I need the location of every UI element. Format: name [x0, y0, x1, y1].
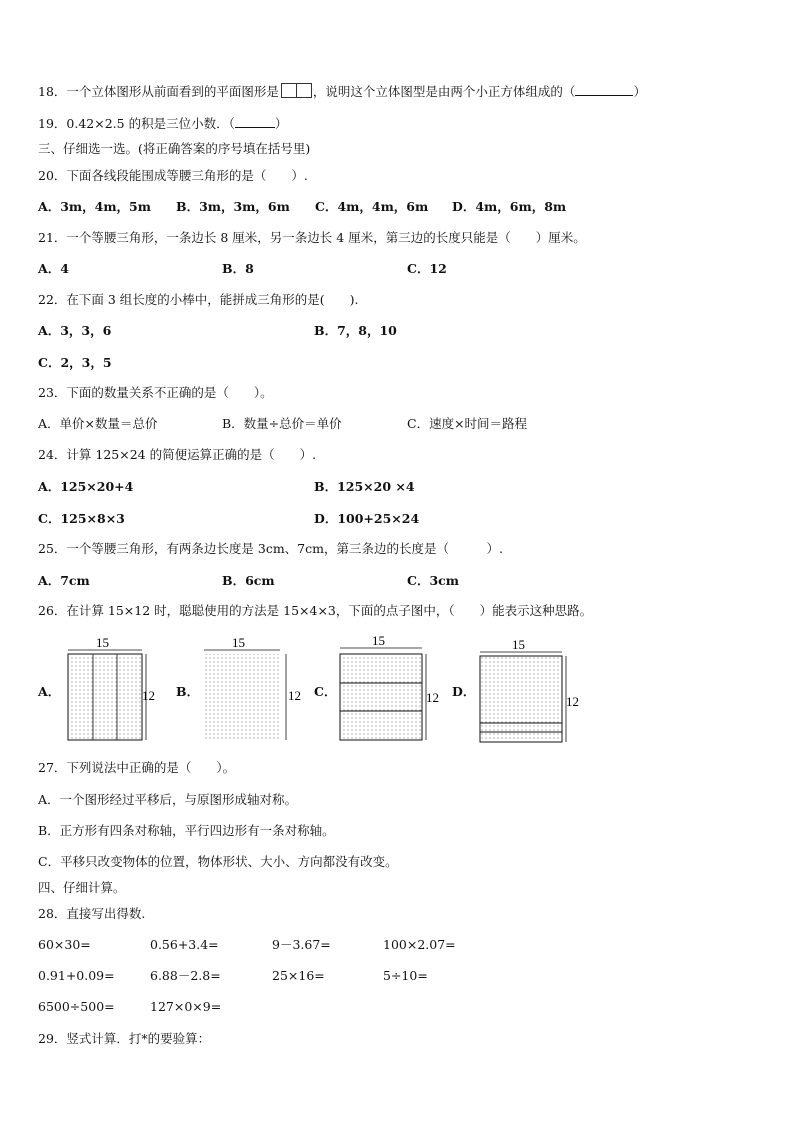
q22-option-b[interactable]: B．7，8，10	[314, 323, 397, 338]
height-label-b: 12	[288, 688, 301, 703]
height-label-c: 12	[426, 690, 439, 705]
calc-item: 0.56+3.4=	[150, 937, 219, 952]
q27-option-b[interactable]: B．正方形有四条对称轴，平行四边形有一条对称轴。	[38, 823, 335, 838]
width-label-a: 15	[96, 636, 109, 650]
question-29-stem: 29．竖式计算．打*的要验算：	[38, 1031, 211, 1046]
question-24-stem: 24．计算 125×24 的简便运算正确的是（ ）.	[38, 447, 317, 462]
question-22-stem: 22．在下面 3 组长度的小棒中，能拼成三角形的是( ).	[38, 292, 359, 307]
q27-option-c[interactable]: C．平移只改变物体的位置，物体形状、大小、方向都没有改变。	[38, 854, 398, 869]
q24-option-a[interactable]: A．125×20+4	[38, 479, 134, 494]
question-21-stem: 21．一个等腰三角形，一条边长 8 厘米，另一条边长 4 厘米，第三边的长度只能是（ ）厘米。	[38, 230, 586, 245]
question-18	[38, 83, 646, 102]
q26-option-c[interactable]: C．	[314, 684, 337, 699]
q22-option-c[interactable]: C．2，3，5	[38, 355, 112, 370]
q21-option-c[interactable]: C．12	[407, 261, 447, 276]
dot-grid-figure-b[interactable]	[200, 636, 310, 746]
dot-grid-figure-d[interactable]	[476, 636, 586, 750]
q20-option-c[interactable]: C．4m，4m，6m	[315, 199, 429, 214]
height-label-d: 12	[566, 694, 579, 709]
section-3-heading: 三、仔细选一选。(将正确答案的序号填在括号里)	[38, 141, 311, 156]
q25-option-a[interactable]: A．7cm	[38, 573, 90, 588]
q20-option-a[interactable]: A．3m，4m，5m	[38, 199, 151, 214]
calc-item: 5÷10=	[383, 968, 428, 983]
q23-option-c[interactable]: C．速度×时间＝路程	[407, 416, 528, 431]
calc-item: 6500÷500=	[38, 999, 115, 1014]
q26-option-d[interactable]: D．	[452, 684, 476, 699]
question-19-end: ）	[274, 116, 288, 131]
question-18-text-2: ，说明这个立体图型是由两个小正方体组成的（	[312, 84, 576, 99]
calc-item: 60×30=	[38, 937, 91, 952]
calc-item: 100×2.07=	[383, 937, 456, 952]
question-19-text: 19．0.42×2.5 的积是三位小数．（	[38, 116, 235, 131]
question-18-end: ）	[633, 84, 646, 99]
question-25-stem: 25．一个等腰三角形，有两条边长度是 3cm、7cm，第三条边的长度是（ ）.	[38, 541, 503, 556]
q26-option-a[interactable]: A．	[38, 684, 61, 699]
q26-option-b[interactable]: B．	[176, 684, 200, 699]
two-squares-figure	[281, 83, 311, 102]
question-27-stem: 27．下列说法中正确的是（ ）。	[38, 760, 236, 775]
q20-option-d[interactable]: D．4m，6m，8m	[452, 199, 567, 214]
q24-option-c[interactable]: C．125×8×3	[38, 511, 125, 526]
calc-item: 6.88－2.8=	[150, 968, 221, 983]
calc-item: 9－3.67=	[272, 937, 331, 952]
q23-option-a[interactable]: A．单价×数量＝总价	[38, 416, 158, 431]
calc-item: 0.91+0.09=	[38, 968, 115, 983]
question-18-text: 18．一个立体图形从前面看到的平面图形是	[38, 84, 279, 99]
question-19	[38, 115, 287, 132]
q25-option-b[interactable]: B．6cm	[222, 573, 275, 588]
q24-option-b[interactable]: B．125×20 ×4	[314, 479, 415, 494]
question-23-stem: 23．下面的数量关系不正确的是（ ）。	[38, 385, 273, 400]
answer-blank[interactable]	[575, 83, 633, 96]
q21-option-b[interactable]: B．8	[222, 261, 254, 276]
q23-option-b[interactable]: B．数量÷总价＝单价	[222, 416, 342, 431]
calc-item: 127×0×9=	[150, 999, 222, 1014]
width-label-c: 15	[372, 633, 385, 648]
dot-grid-figure-c[interactable]	[338, 632, 448, 746]
question-20-stem: 20．下面各线段能围成等腰三角形的是（ ）.	[38, 168, 308, 183]
q20-option-b[interactable]: B．3m，3m，6m	[176, 199, 290, 214]
q27-option-a[interactable]: A．一个图形经过平移后，与原图形成轴对称。	[38, 792, 298, 807]
answer-blank[interactable]	[235, 115, 275, 128]
q21-option-a[interactable]: A．4	[38, 261, 69, 276]
q24-option-d[interactable]: D．100+25×24	[314, 511, 420, 526]
height-label-a: 12	[142, 688, 155, 703]
q22-option-a[interactable]: A．3，3，6	[38, 323, 112, 338]
width-label-b: 15	[232, 636, 245, 650]
width-label-d: 15	[512, 637, 525, 652]
dot-grid-figure-a[interactable]	[62, 636, 162, 746]
question-26-stem: 26．在计算 15×12 时，聪聪使用的方法是 15×4×3，下面的点子图中，（ ）能表示这种思路。	[38, 603, 593, 618]
q25-option-c[interactable]: C．3cm	[407, 573, 459, 588]
calc-item: 25×16=	[272, 968, 325, 983]
section-4-heading: 四、仔细计算。	[38, 880, 126, 895]
question-28-stem: 28．直接写出得数.	[38, 906, 146, 921]
